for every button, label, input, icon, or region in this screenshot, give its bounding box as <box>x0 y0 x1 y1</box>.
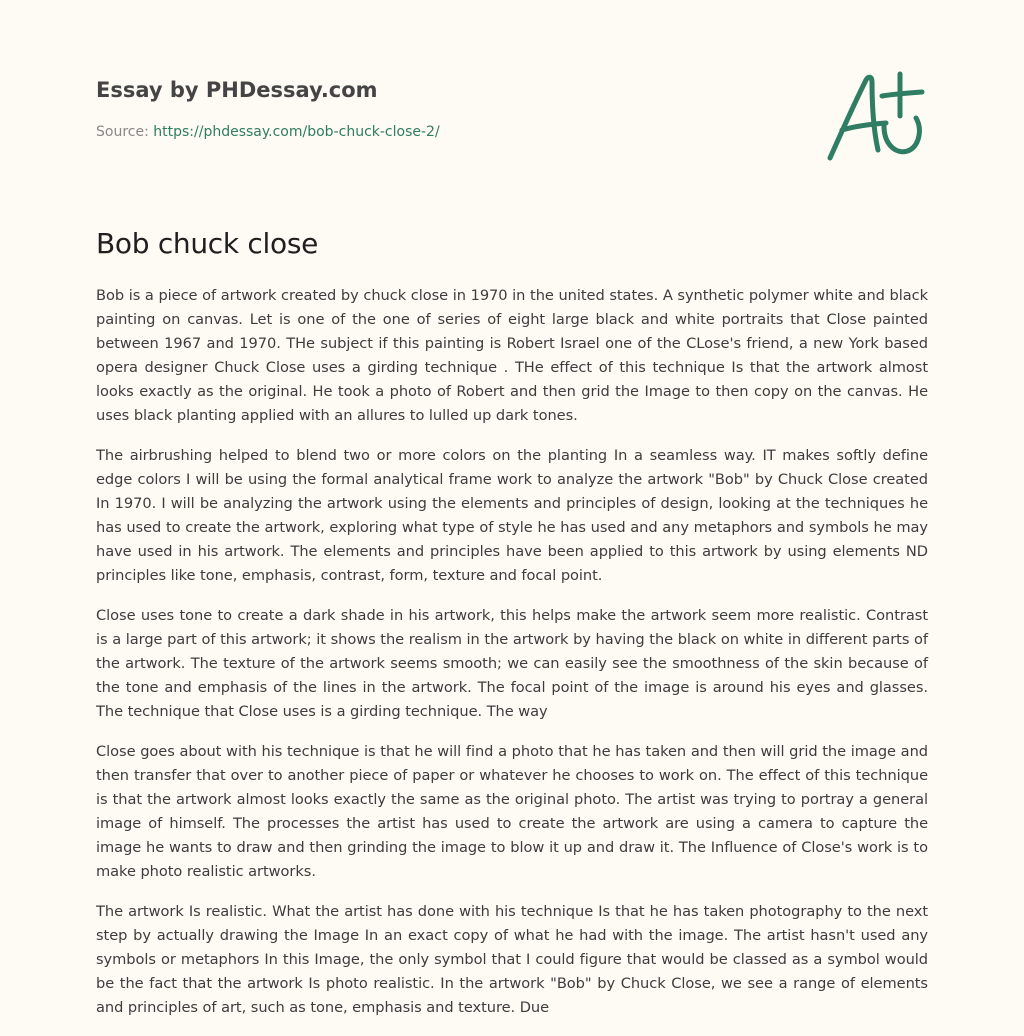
source-line <box>96 122 796 142</box>
paragraph: Close uses tone to create a dark shade in his artwork, this helps make the artwork seem more realistic. Contrast is a large part of this artwork; it shows the realism in the artwork by having the black on white in different parts of the artwork. The texture of the artwork seems smooth; we can easily see the smoothness of the skin because of the tone and emphasis of the lines in the artwork. The focal point of the image is around his eyes and glasses. The technique that Close uses is a girding technique. The way <box>96 607 928 720</box>
essay-body <box>96 284 928 1036</box>
paragraph: Bob is a piece of artwork created by chuck close in 1970 in the united states. A synthetic polymer white and black painting on canvas. Let is one of the one of series of eight large black and white portraits that Close painted between 1967 and 1970. THe subject if this painting is Robert Israel one of the CLose's friend, a new York based opera designer Chuck Close uses a girding technique . THe effect of this technique Is that the artwork almost looks exactly as the original. He took a photo of Robert and then grid the Image to then copy on the canvas. He uses black planting applied with an allures to lulled up dark tones. <box>96 287 928 424</box>
source-label: Source: <box>96 124 149 140</box>
paragraph: The artwork Is realistic. What the artist has done with his technique Is that he has taken photography to the next step by actually drawing the Image In an exact copy of what he had with the image. The artist hasn't used any symbols or metaphors In this Image, the only symbol that I could figure that would be classed as a symbol would be the fact that the artwork Is photo realistic. In the artwork "Bob" by Chuck Close, we see a range of elements and principles of art, such as tone, emphasis and texture. Due <box>96 903 928 1016</box>
document-title: Bob chuck close <box>96 227 319 260</box>
source-link[interactable]: https://phdessay.com/bob-chuck-close-2/ <box>153 124 440 140</box>
page-header <box>96 76 796 142</box>
a-plus-grade-icon <box>820 66 930 166</box>
paragraph: Close goes about with his technique is that he will find a photo that he has taken and then will grid the image and then transfer that over to another piece of paper or whatever he chooses to work on. The effect of this technique is that the artwork almost looks exactly the same as the original photo. The artist was trying to portray a general image of himself. The processes the artist has used to create the artwork are using a camera to capture the image he wants to draw and then grinding the image to blow it up and draw it. The Influence of Close's work is to make photo realistic artworks. <box>96 743 928 880</box>
site-title: Essay by PHDessay.com <box>96 78 378 102</box>
paragraph: The airbrushing helped to blend two or more colors on the planting In a seamless way. IT makes softly define edge colors I will be using the formal analytical frame work to analyze the artwork "Bob" by Chuck Close created In 1970. I will be analyzing the artwork using the elements and principles of design, looking at the techniques he has used to create the artwork, exploring what type of style he has used and any metaphors and symbols he may have used in his artwork. The elements and principles have been applied to this artwork by using elements ND principles like tone, emphasis, contrast, form, texture and focal point. <box>96 447 928 584</box>
